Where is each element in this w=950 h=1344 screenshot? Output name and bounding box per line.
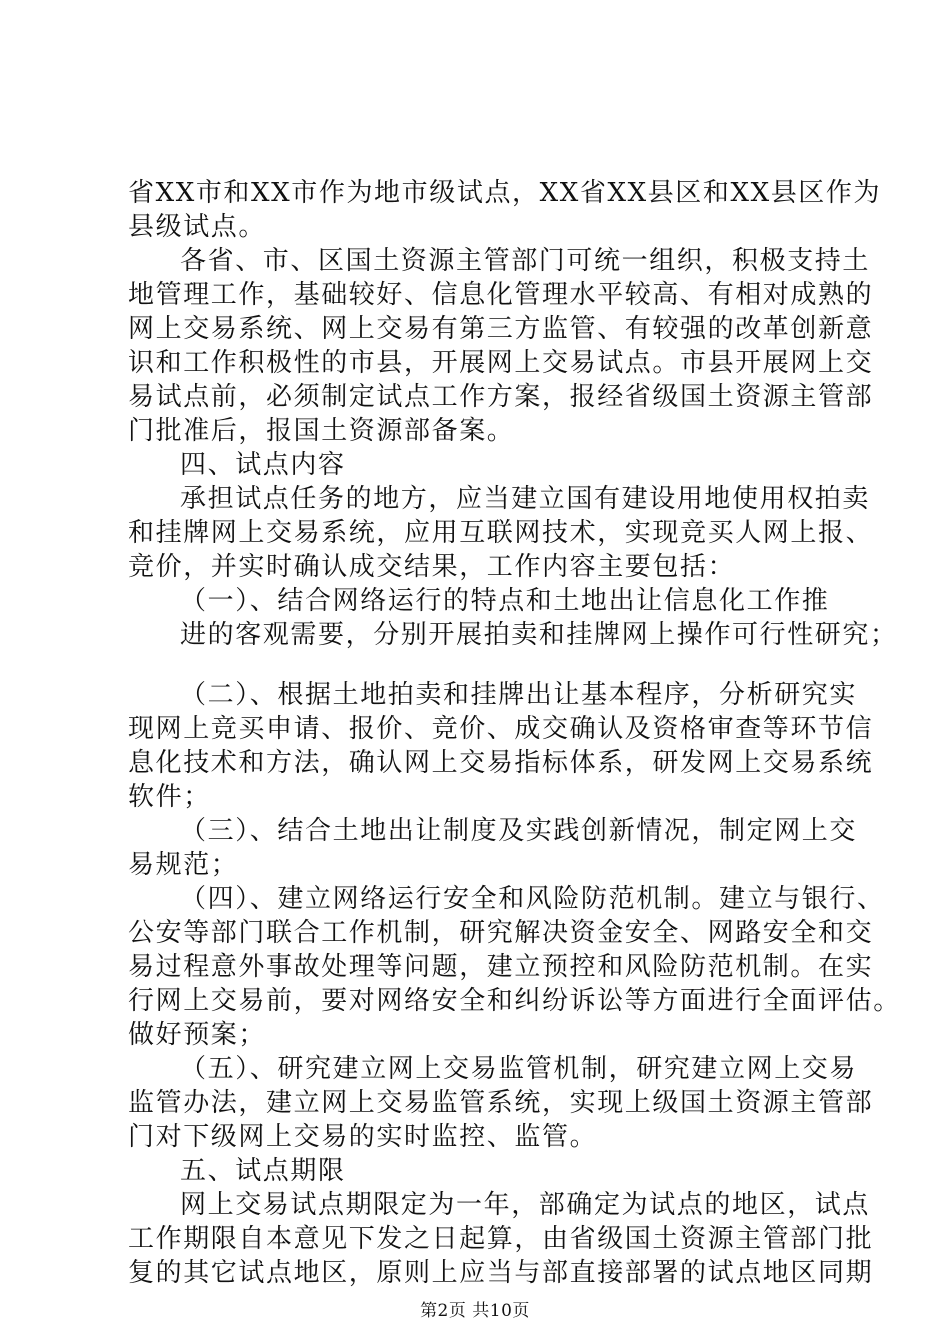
body-line: 地管理工作，基础较好、信息化管理水平较高、有相对成熟的: [128, 280, 874, 310]
body-line: 工作期限自本意见下发之日起算，由省级国土资源主管部门批: [128, 1224, 874, 1254]
body-line: 息化技术和方法，确认网上交易指标体系，研发网上交易系统: [128, 748, 874, 778]
body-line: 易过程意外事故处理等问题，建立预控和风险防范机制。在实: [128, 952, 874, 982]
body-line: 县级试点。: [128, 212, 267, 242]
body-line: 竞价，并实时确认成交结果，工作内容主要包括：: [128, 552, 736, 582]
body-line: 软件；: [128, 782, 211, 812]
body-line: 复的其它试点地区，原则上应当与部直接部署的试点地区同期: [128, 1258, 874, 1288]
list-item-line: （一）、结合网络运行的特点和土地出让信息化工作推: [180, 586, 830, 616]
body-line: 公安等部门联合工作机制，研究解决资金安全、网路安全和交: [128, 918, 874, 948]
list-item-line: （四）、建立网络运行安全和风险防范机制。建立与银行、: [180, 884, 885, 914]
body-line: 易试点前，必须制定试点工作方案，报经省级国土资源主管部: [128, 382, 874, 412]
body-line: 门对下级网上交易的实时监控、监管。: [128, 1122, 598, 1152]
list-item-line: 进的客观需要，分别开展拍卖和挂牌网上操作可行性研究；: [180, 620, 898, 650]
body-line: 网上交易系统、网上交易有第三方监管、有较强的改革创新意: [128, 314, 874, 344]
page-number-footer: 第2页 共10页: [420, 1301, 530, 1321]
body-line: 行网上交易前，要对网络安全和纠纷诉讼等方面进行全面评估。: [128, 986, 901, 1016]
body-line: 做好预案；: [128, 1020, 267, 1050]
body-line: 识和工作积极性的市县，开展网上交易试点。市县开展网上交: [128, 348, 874, 378]
body-line: 门批准后，报国土资源部备案。: [128, 416, 515, 446]
section-heading: 四、试点内容: [180, 450, 346, 480]
body-line: 省XX市和XX市作为地市级试点，XX省XX县区和XX县区作为: [128, 178, 882, 208]
body-line: 易规范；: [128, 850, 239, 880]
body-line: 网上交易试点期限定为一年，部确定为试点的地区，试点: [180, 1190, 871, 1220]
list-item-line: （三）、结合土地出让制度及实践创新情况，制定网上交: [180, 816, 858, 846]
body-line: 和挂牌网上交易系统，应用互联网技术，实现竞买人网上报、: [128, 518, 874, 548]
body-line: 监管办法，建立网上交易监管系统，实现上级国土资源主管部: [128, 1088, 874, 1118]
body-line: 各省、市、区国土资源主管部门可统一组织，积极支持土: [180, 246, 871, 276]
body-line: 现网上竞买申请、报价、竞价、成交确认及资格审查等环节信: [128, 714, 874, 744]
list-item-line: （五）、研究建立网上交易监管机制，研究建立网上交易: [180, 1054, 858, 1084]
section-heading: 五、试点期限: [180, 1156, 346, 1186]
body-line: 承担试点任务的地方，应当建立国有建设用地使用权拍卖: [180, 484, 871, 514]
list-item-line: （二）、根据土地拍卖和挂牌出让基本程序，分析研究实: [180, 680, 858, 710]
